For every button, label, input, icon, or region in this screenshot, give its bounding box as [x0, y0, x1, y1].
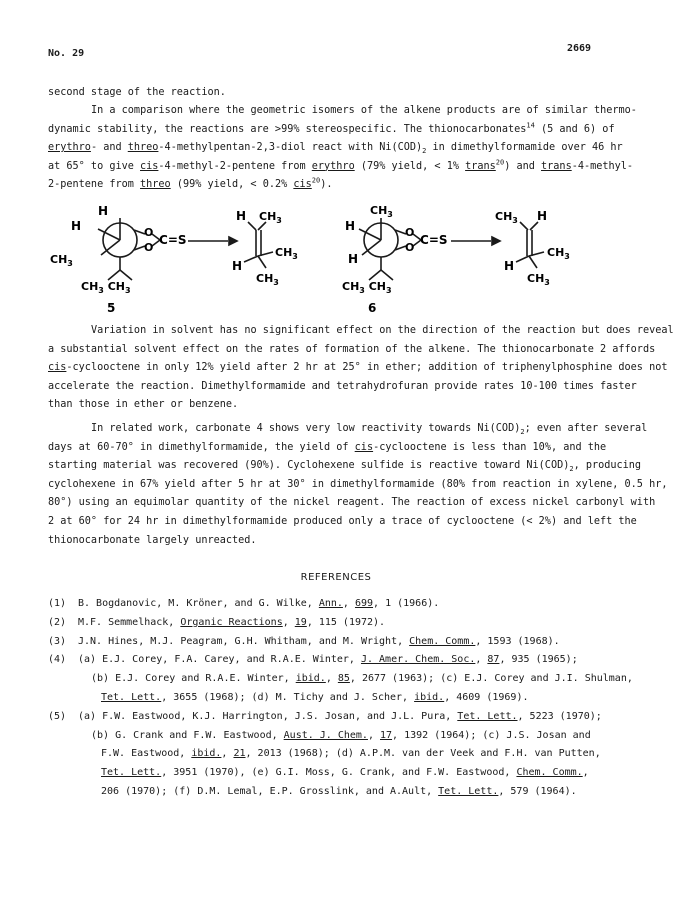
atom-h: H — [537, 209, 548, 223]
reference-5: (5) (a) F.W. Eastwood, K.J. Harrington, J.S. Josan, and J.L. Pura, Tet. Lett., 5223 (1970); (b) G. Crank and F.W. Eastwood, Aust. J. Chem., 17, 1392 (1964); (c) J.S. Josan and F.W. Eastwood, ibid., 21, 2013 (1968); (d) A.P.M. van der Veek and F.H. van Putten, Tet. Lett., 3951 (1970), (e) G.I. Moss, G. Crank, and F.W. Eastwood, Chem. Comm., 206 (1970); (f) D.M. Lemal, E.P. Grosslink, and A.Ault, Tet. Lett., 579 (1964). — [48, 710, 602, 797]
reference-list — [48, 595, 638, 802]
paragraph-solvent-effect: Variation in solvent has no significant effect on the direction of the reaction but does reveal a substantial solvent effect on the rates of formation of the alkene. The thionocarbonate 2 affords cis-cyclooctene in only 12% yield after 2 hr at 25° in ether; addition of triphenylphosphine does not accelerate the reaction. Dimethylformamide and tetrahydrofuran provide rates 10-100 times faster than those in ether or benzene. — [48, 325, 674, 411]
reaction-arrow — [188, 237, 237, 245]
methyl-group: $CH_3$ — [275, 246, 298, 261]
page-number: 2669 — [567, 43, 592, 54]
atom-h: H — [236, 209, 247, 223]
methyl-group: $CH_3$ — [547, 246, 570, 261]
atom-o: O — [405, 241, 415, 254]
methyl-group: $CH_3$ — [256, 272, 279, 287]
reference-1: (1) B. Bogdanovic, M. Kröner, and G. Wilke, Ann., 699, 1 (1966). — [48, 598, 440, 609]
reaction-scheme — [48, 200, 638, 318]
methyl-group: $CH_3$ — [259, 210, 282, 225]
methyl-group: $CH_3$ — [527, 272, 550, 287]
compound-label-6: 6 — [368, 301, 377, 315]
atom-h: H — [232, 259, 243, 273]
isopropyl-group: $CH_3$ $CH_3$ — [342, 280, 392, 295]
atom-h: H — [504, 259, 515, 273]
reaction-arrow — [451, 237, 500, 245]
atom-h: H — [348, 252, 359, 266]
trans-alkene-structure — [516, 222, 544, 268]
issue-number: No. 29 — [48, 48, 85, 59]
atom-h: H — [345, 219, 356, 233]
thiocarbonyl: C=S — [420, 233, 448, 247]
paragraph-continuation: second stage of the reaction. — [48, 87, 226, 98]
atom-o: O — [144, 226, 154, 239]
cis-alkene-structure — [244, 222, 273, 268]
atom-o: O — [405, 226, 415, 239]
methyl-group: $CH_3$ — [370, 204, 393, 219]
references-heading: REFERENCES — [300, 572, 372, 583]
atom-o: O — [144, 241, 154, 254]
isopropyl-group: $CH_3$ $CH_3$ — [81, 280, 131, 295]
atom-h: H — [71, 219, 82, 233]
atom-h: H — [98, 204, 109, 218]
compound-label-5: 5 — [107, 301, 116, 315]
paragraph-related-work: In related work, carbonate 4 shows very low reactivity towards $Ni(COD)_2$; even after several days at 60-70° in dimethylformamide, the yield of cis-cyclooctene is less than 10%, and the starting material was recovered (90%). Cyclohexene sulfide is reactive toward $Ni(COD)_2$, producing cyclohexene in 67% yield after 5 hr at 30° in dimethylformamide (80% from reaction in xylene, 0.5 hr, 80°) using an equimolar quantity of the nickel reagent. The reaction of excess nickel carbonyl with 2 at 60° for 24 hr in dimethylformamide produced only a trace of cyclooctene (< 2%) and left the thionocarbonate largely unreacted. — [48, 423, 668, 546]
methyl-group: $CH_3$ — [495, 210, 518, 225]
methyl-group: $CH_3$ — [50, 253, 73, 268]
reference-3: (3) J.N. Hines, M.J. Peagram, G.H. Whitham, and M. Wright, Chem. Comm., 1593 (1968). — [48, 635, 560, 647]
reference-2: (2) M.F. Semmelhack, Organic Reactions, 19, 115 (1972). — [48, 616, 386, 628]
reference-4: (4) (a) E.J. Corey, F.A. Carey, and R.A.E. Winter, J. Amer. Chem. Soc., 87, 935 (1965); (b) E.J. Corey and R.A.E. Winter, ibid., 85, 2677 (1963); (c) E.J. Corey and J.I. Shulman, Tet. Lett., 3655 (1968); (d) M. Tichy and J. Scher, ibid., 4609 (1969). — [48, 654, 633, 703]
thiocarbonyl: C=S — [159, 233, 187, 247]
paragraph-stereospecificity: In a comparison where the geometric isomers of the alkene products are of similar thermo- dynamic stability, the reactions are >99% stereospecific. The thionocarbonates$^{14}$ (5 and 6) of erythro- and threo-4-methylpentan-2,3-diol react with $Ni(COD)_2$ in dimethylformamide over 46 hr at 65° to give cis-4-methyl-2-pentene from erythro (79% yield, < 1% trans$^{20}$) and trans-4-methyl- 2-pentene from threo (99% yield, < 0.2% cis$^{20}$). — [48, 105, 637, 191]
